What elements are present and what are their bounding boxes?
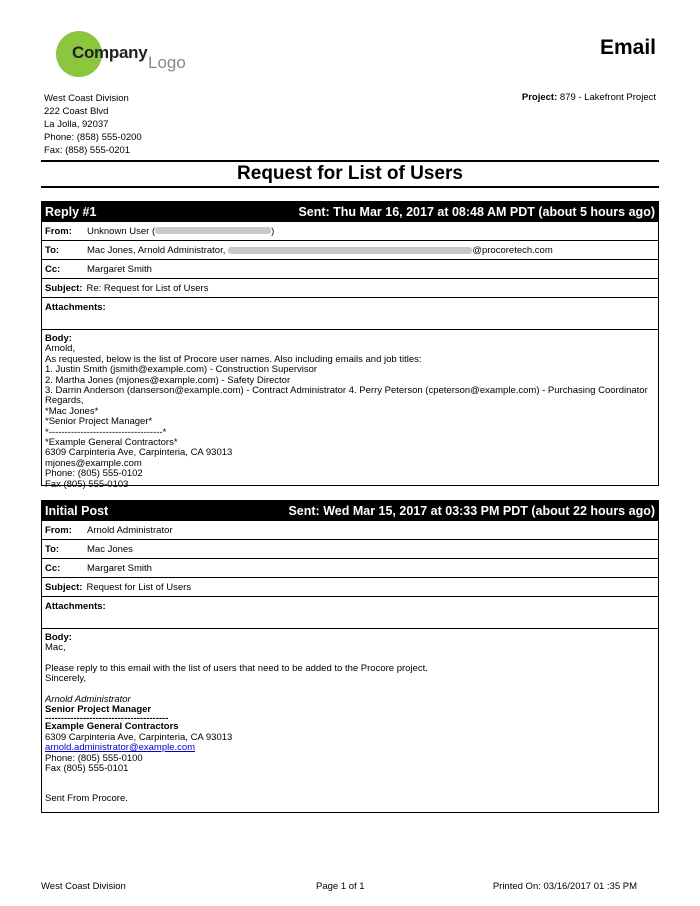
signature-divider: --------------------------------------- <box>45 713 169 725</box>
cc-value: Margaret Smith <box>87 263 152 275</box>
body-greeting: Mac, <box>45 642 66 654</box>
signature-company: Example General Contractors <box>45 721 179 733</box>
company-logo <box>56 31 196 77</box>
subject-value: Re: Request for List of Users <box>86 282 209 294</box>
initial-to-row <box>42 539 658 558</box>
project-label: Project: <box>521 92 558 103</box>
signature-fax: Fax (805) 555-0101 <box>45 763 129 775</box>
body-line: 3. Darrin Anderson (danserson@example.com) - Contract Administrator 4. Perry Peterson (cpeterson@example.com) - Purchasing Coordinator <box>45 385 648 397</box>
subject-label: Subject: <box>45 581 83 593</box>
signature-title: Senior Project Manager <box>45 704 152 716</box>
reply-attachments-row <box>42 297 658 329</box>
initial-subject-row <box>42 577 658 596</box>
body-line: 6309 Carpinteria Ave, Carpinteria, CA 93013 <box>45 447 233 459</box>
initial-body <box>42 628 658 812</box>
logo-word-company: Company <box>72 43 148 62</box>
heading-rule-bottom <box>41 186 659 188</box>
reply-header <box>42 202 658 221</box>
logo-word-logo: Logo <box>148 53 186 72</box>
signature-address: 6309 Carpinteria Ave, Carpinteria, CA 93013 <box>45 731 233 743</box>
reply-body <box>42 329 658 490</box>
reply-title: Reply #1 <box>45 204 97 219</box>
body-line: As requested, below is the list of Procore user names. Also including emails and job titles: <box>45 353 422 365</box>
address-line: 222 Coast Blvd <box>44 106 109 117</box>
reply-subject-row <box>42 278 658 297</box>
body-line: 2. Martha Jones (mjones@example.com) - Safety Director <box>45 374 291 386</box>
address-line: West Coast Division <box>44 93 129 104</box>
sent-from-note: Sent From Procore. <box>45 793 128 805</box>
body-line: *------------------------------------* <box>45 426 167 438</box>
cc-value: Margaret Smith <box>87 562 152 574</box>
attachments-label: Attachments: <box>45 302 106 313</box>
signature-email-link[interactable]: arnold.administrator@example.com <box>45 742 196 754</box>
redacted-email <box>155 227 271 234</box>
initial-post-title: Initial Post <box>45 503 109 518</box>
from-value: Arnold Administrator <box>87 524 173 536</box>
cc-label: Cc: <box>45 263 61 275</box>
cc-label: Cc: <box>45 562 61 574</box>
redacted-recipients <box>228 247 472 254</box>
to-value: Mac Jones, Arnold Administrator, <box>87 244 226 256</box>
body-line: *Senior Project Manager* <box>45 416 153 428</box>
initial-attachments-row <box>42 596 658 628</box>
address-line: La Jolla, 92037 <box>44 119 109 130</box>
subject-label: Subject: <box>45 282 83 294</box>
to-domain: @procoretech.com <box>472 244 553 256</box>
reply-from-row <box>42 221 658 240</box>
initial-post-header <box>42 501 658 520</box>
heading-rule-top <box>41 160 659 162</box>
body-line: Phone: (805) 555-0102 <box>45 468 143 480</box>
footer-page-number: Page 1 of 1 <box>316 881 365 892</box>
from-value: Unknown User ( ) <box>87 225 275 237</box>
from-label: From: <box>45 225 72 237</box>
subject-value: Request for List of Users <box>86 581 192 593</box>
body-line: 1. Justin Smith (jsmith@example.com) - Construction Supervisor <box>45 364 318 376</box>
attachments-label: Attachments: <box>45 601 106 612</box>
project-info <box>522 92 656 103</box>
footer-printed-on: Printed On: 03/16/2017 01 :35 PM <box>492 881 637 892</box>
reply-to-row <box>42 240 658 259</box>
body-label: Body: <box>45 632 72 643</box>
signature-phone: Phone: (805) 555-0100 <box>45 752 143 764</box>
initial-post-section <box>41 500 659 813</box>
initial-from-row <box>42 520 658 539</box>
project-value: 879 - Lakefront Project <box>559 92 656 103</box>
reply-section <box>41 201 659 490</box>
company-address <box>44 92 142 157</box>
initial-cc-row <box>42 558 658 577</box>
body-line: mjones@example.com <box>45 457 142 469</box>
address-line: Fax: (858) 555-0201 <box>44 145 131 156</box>
body-line: *Mac Jones* <box>45 405 99 417</box>
body-line: *Example General Contractors* <box>45 437 178 449</box>
address-line: Phone: (858) 555-0200 <box>44 132 142 143</box>
signature-name: Arnold Administrator <box>45 693 131 705</box>
from-label: From: <box>45 524 72 536</box>
to-label: To: <box>45 543 60 555</box>
to-value: Mac Jones <box>87 543 133 555</box>
to-label: To: <box>45 244 60 256</box>
body-signoff: Sincerely, <box>45 673 87 685</box>
body-line: Regards, <box>45 395 84 407</box>
page-heading: Request for List of Users <box>237 163 463 184</box>
footer-division: West Coast Division <box>41 881 126 892</box>
body-message: Please reply to this email with the list of users that need to be added to the Procore project. <box>45 662 428 674</box>
body-line: Arnold, <box>45 343 76 355</box>
initial-post-sent: Sent: Wed Mar 15, 2017 at 03:33 PM PDT (about 22 hours ago) <box>288 503 655 518</box>
reply-cc-row <box>42 259 658 278</box>
document-title: Email <box>599 36 656 59</box>
body-label: Body: <box>45 333 72 344</box>
reply-sent: Sent: Thu Mar 16, 2017 at 08:48 AM PDT (about 5 hours ago) <box>298 204 655 219</box>
body-line: Fax (805) 555-0103 <box>45 478 129 490</box>
